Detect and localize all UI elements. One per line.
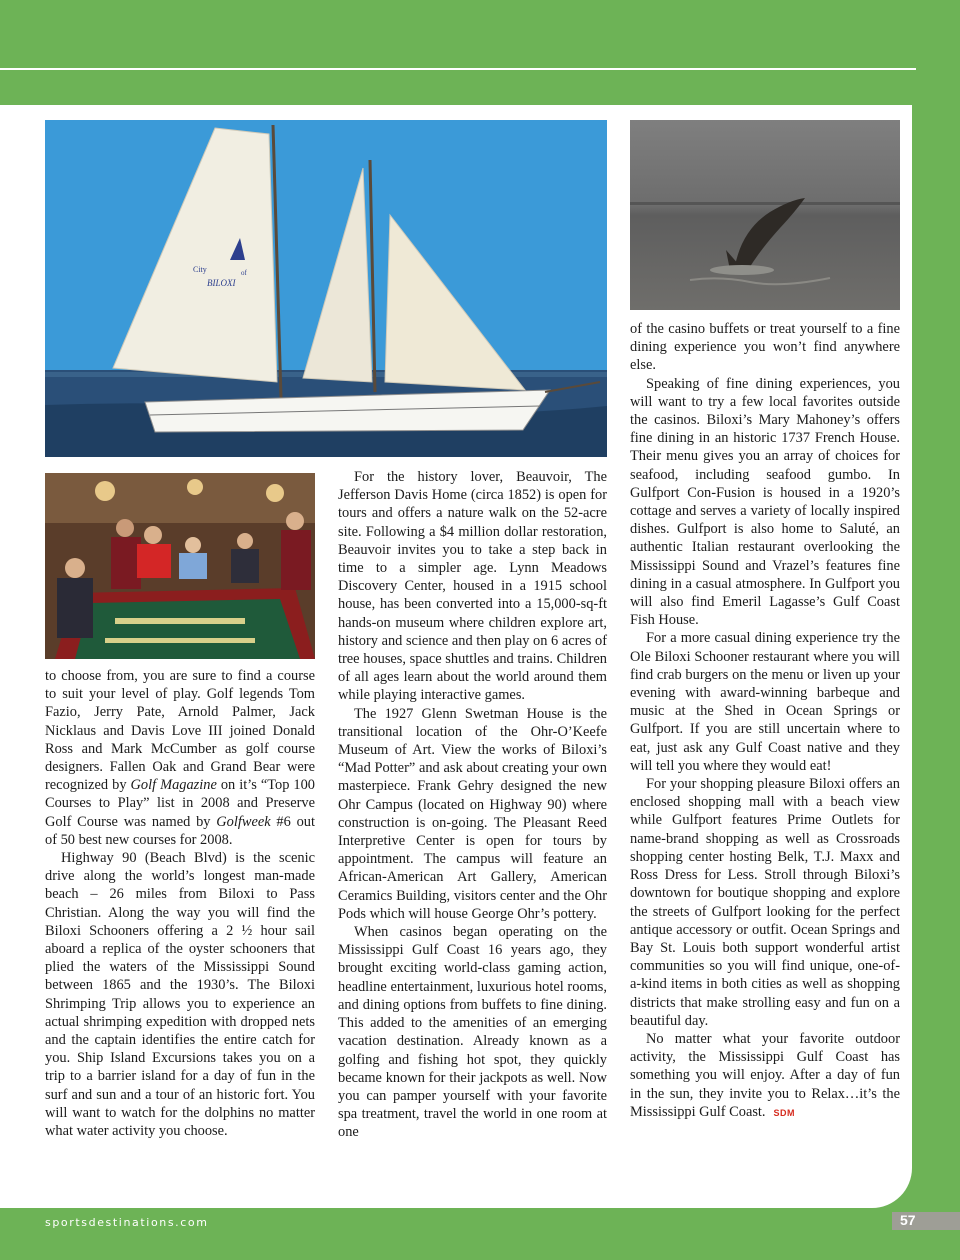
sail-of: of	[241, 269, 247, 277]
footer-url: sportsdestinations.com	[45, 1216, 209, 1229]
magazine-title: Golf Magazine	[130, 777, 217, 794]
article-column-1	[45, 667, 315, 1140]
article-panel	[0, 105, 912, 1208]
paragraph-text: to choose from, you are sure to find a course to suit your level of play. Golf legends Tom Fazio, Jerry Pate, Arnold Palmer, Jack Nicklaus and Davis Love III joined Donald Ross and Mark McCumber as golf course designers. Fallen Oak and Grand Bear were recognized by	[45, 668, 315, 794]
sail-biloxi: BILOXI	[207, 278, 236, 288]
article-column-3	[630, 320, 900, 1122]
paragraph-text: on it’s “Top 100 Courses to Play” list in 2008 and Preserve Golf Course was named by	[45, 777, 315, 830]
paragraph: Highway 90 (Beach Blvd) is the scenic drive along the world’s longest man-made beach – 26 miles from Biloxi to Pass Christian. Along the way you will find the Biloxi Schooners offering a 2 ½ hour sail aboard a replica of the oyster schooners that plied the waters of the Mississippi Sound between 1865 and the 1930’s. The Biloxi Shrimping Trip allows you to experience an actual shrimping expedition with dropped nets and the captain identifies the entire catch for you. Ship Island Excursions takes you on a trip to a barrier island for a day of fun in the surf and sun and a tour of an historic fort. You will want to watch for the dolphins no matter what water activity you choose.	[45, 850, 315, 1140]
paragraph: For your shopping pleasure Biloxi offers an enclosed shopping mall with a beach view while Gulfport features Prime Outlets for name-brand shopping as well as Crossroads shopping center hosting Belk, T.J. Maxx and Ross Dress for Less. Stroll through Biloxi’s downtown for boutique shopping and explore the streets of Gulfport looking for the perfect antique accessory or outfit. Ocean Springs and Bay St. Louis both support wonderful artist communities so you will find unique, one-of-a-kind items in both cities as well as shopping districts that make strolling easy and fun on a beautiful day.	[630, 776, 900, 1029]
paragraph-text: #6 out of 50 best new courses for 2008.	[45, 813, 315, 848]
paragraph: The 1927 Glenn Swetman House is the transitional location of the Ohr-O’Keefe Museum of Art. View the works of Biloxi’s “Mad Potter” and ask about creating your own masterpiece. Frank Gehry designed the new Ohr Campus (located on Highway 90) where construction is on-going. The Pleasant Reed Interpretive Center is open for tours by appointment. The campus will feature an African-American Art Gallery, American Ceramics Building, visitors center and the Ohr Pods which will house George Ohr’s pottery.	[338, 705, 607, 922]
paragraph: Speaking of fine dining experiences, you will want to try a few local favorites outside the casinos. Biloxi’s Mary Mahoney’s offers fine dining in an historic 1737 French House. Their menu gives you an array of choices for seafood, including seafood gumbo. In Gulfport Con-Fusion is housed in a 1920’s cottage and serves a variety of locally inspired dishes. Gulfport is also home to Saluté, an authentic Italian restaurant overlooking the Mississippi Sound and Vrazel’s features fine dining in a casual atmosphere. In Gulfport you will also find Emeril Lagasse’s Gulf Coast Fish House.	[630, 375, 900, 629]
paragraph: For a more casual dining experience try the Ole Biloxi Schooner restaurant where you will find crab burgers on the menu or liven up your evening with award-winning barbeque and music at the Shed in Ocean Springs or Gulfport. If you are still uncertain where to eat, just ask any Gulf Coast native and they will tell you where they would eat!	[630, 630, 900, 774]
header-rule	[0, 68, 916, 70]
dolphin-photo	[630, 120, 900, 310]
page-number: 57	[900, 1212, 916, 1228]
paragraph	[630, 1030, 900, 1122]
paragraph-text: No matter what your favorite outdoor activity, the Mississippi Gulf Coast has something you will enjoy. After a day of fun in the sun, they invite you to Relax…it’s the Mississippi Gulf Coast.	[630, 1030, 900, 1120]
article-column-2	[338, 468, 607, 1142]
page-number-tab	[892, 1212, 960, 1230]
magazine-title: Golfweek	[216, 813, 271, 830]
paragraph: For the history lover, Beauvoir, The Jefferson Davis Home (circa 1852) is open for tours and offers a nature walk on the 52-acre site. Following a $4 million dollar restoration, Beauvoir invites you to take a step back in time to a simpler age. Lynn Meadows Discovery Center, housed in a 1915 school house, has been converted into a 15,000-sq-ft hands-on museum where children explore art, history and science and then play on 6 acres of tree houses, space shuttles and trains. Children of all ages learn about the world around them while playing interactive games.	[338, 469, 607, 704]
paragraph: of the casino buffets or treat yourself to a fine dining experience you won’t find anywhere else.	[630, 321, 900, 374]
sail-city: City	[193, 265, 207, 274]
casino-craps-photo	[45, 473, 315, 659]
end-mark-logo: SDM	[773, 1107, 796, 1118]
schooner-photo	[45, 120, 607, 457]
paragraph: When casinos began operating on the Mississippi Gulf Coast 16 years ago, they brought exciting world-class gaming action, headline entertainment, luxurious hotel rooms, and dining options from buffets to fine dining. This added to the amenities of an emerging vacation destination. Already known as a golfing and fishing hot spot, they quickly became known for their jackpots as well. Now you can pamper yourself with your favorite spa treatment, travel the world in one room at one	[338, 924, 607, 1141]
paragraph	[45, 667, 315, 849]
